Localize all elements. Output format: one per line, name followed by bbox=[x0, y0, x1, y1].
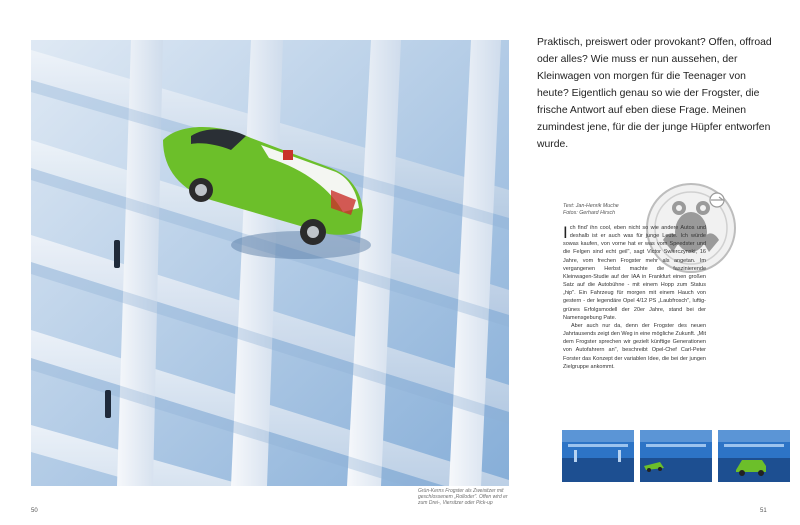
thumbnail-1 bbox=[562, 430, 634, 482]
credits bbox=[563, 203, 619, 217]
photo-caption: Grün-Kerns Frogster als Zweisitzer mit geschlossenem „Rolloder". Offen wird er zum Drei-, Viersitzer oder Pick-up bbox=[418, 488, 508, 506]
article-paragraph-1: Ich find' ihn cool, eben nicht so wie andere Autos und deshalb ist er auch was für junge Leute. Ich würde sowas kaufen, von vorne hat er was vom Speedster und die Felgen sind echt geil", sagt Victor Swierczynski, 16 Jahre, vom frechen Frogster mehr als angetan. Im vergangenen Herbst machte die faszinierende Kleinwagen-Studie auf der IAA in Frankfurt einen großen Satz auf die Autobühne - mit einem Hopp zum Status „hip". Ein Fahrzeug für morgen mit einem Hauch von gestern - der legendäre Opel 4/12 PS „Laubfrosch", luftig-grünes Erfolgsmodell der 20er Jahre, stand bei der Namensgebung Pate. bbox=[563, 223, 706, 321]
credit-text: Text: Jan-Henrik Muche bbox=[563, 203, 619, 209]
article-paragraph-2: Aber auch nur da, denn der Frogster des neuen Jahrtausends zeigt den Weg in eine mögliche Zukunft. „Mit dem Frogster sprechen wir gezielt künftige Generationen von Autofahrern an", beschreibt Opel-Chef Carl-Peter Forster das Konzept der variablen Idee, die bei der jungen Zielgruppe ankommt. bbox=[563, 322, 706, 370]
thumbnail-3 bbox=[718, 430, 790, 482]
credit-photos: Fotos: Gerhard Hirsch bbox=[563, 210, 616, 216]
opel-logo-icon bbox=[710, 193, 724, 207]
thumbnail-2 bbox=[640, 430, 712, 482]
intro-text: Praktisch, preiswert oder provokant? Offen, offroad oder alles? Wie muss er nun aussehen, der Kleinwagen von morgen für die Teenager von heute? Eigentlich genau so wie der Frogster, die frische Antwort auf eben diese Frage. Meinen zumindest jene, für die der junge Hüpfer entworfen wurde. bbox=[537, 37, 772, 150]
article-body bbox=[563, 224, 706, 371]
page-number-right: 51 bbox=[760, 508, 767, 514]
hero-photo bbox=[31, 40, 509, 486]
page-number-left: 50 bbox=[31, 508, 38, 514]
drop-cap: I bbox=[563, 223, 568, 242]
lattice-car-illustration bbox=[31, 40, 509, 486]
